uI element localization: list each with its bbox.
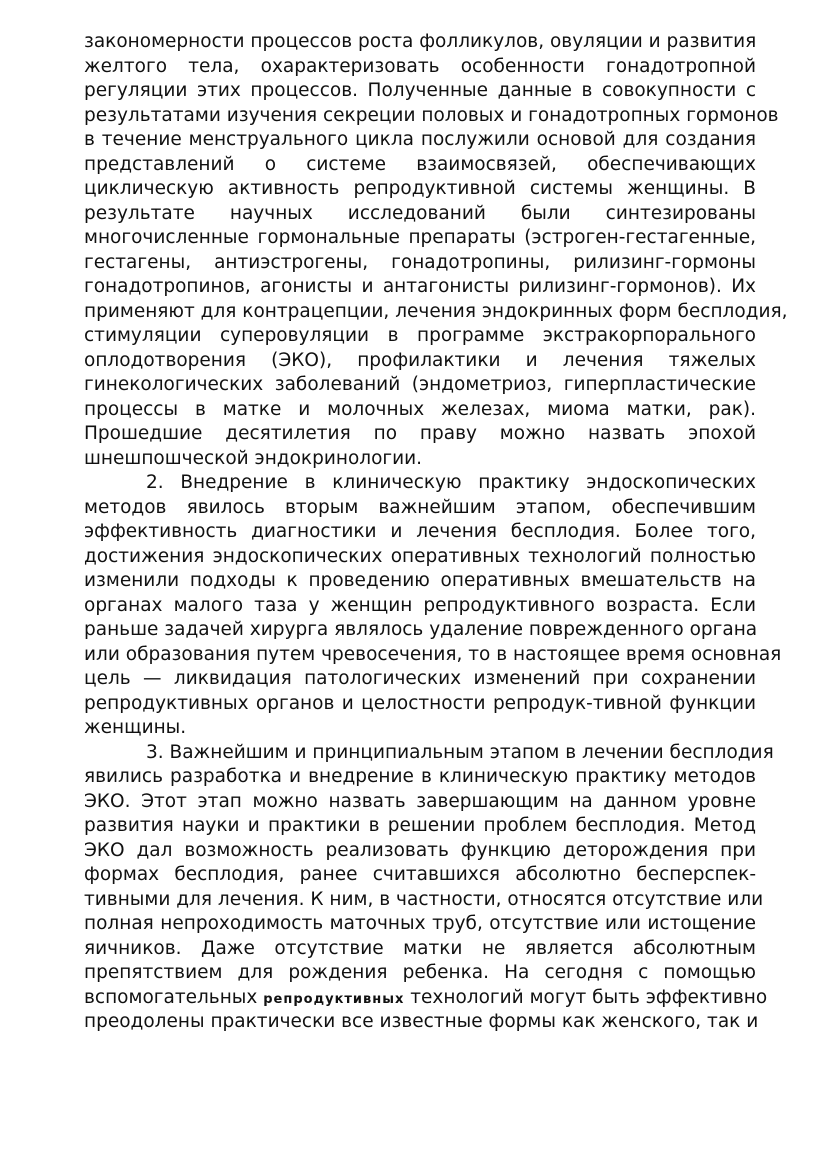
text-line: преодолены практически все известные формы как женского, так и bbox=[84, 1011, 759, 1032]
text-line: представлений о системе взаимосвязей, обеспечивающих bbox=[84, 153, 756, 175]
text-line: многочисленные гормональные препараты (эстроген-гестагенные, bbox=[84, 227, 756, 248]
text-line: развития науки и практики в решении проблем бесплодия. Метод bbox=[84, 815, 756, 836]
text-line: или образования путем чревосечения, то в настоящее время основная bbox=[84, 643, 782, 665]
text-line: эффективность диагностики и лечения бесплодия. Более того, bbox=[84, 521, 756, 542]
text-line: ЭКО дал возможность реализовать функцию деторождения при bbox=[84, 839, 756, 861]
text-line: стимуляции суперовуляции в программе экстракорпорального bbox=[84, 325, 756, 346]
text-line: циклическую активность репродуктивной системы женщины. В bbox=[84, 178, 756, 199]
text-line: полная непроходимость маточных труб, отсутствие или истощение bbox=[84, 913, 756, 934]
text-line: изменили подходы к проведению оперативных вмешательств на bbox=[84, 570, 756, 591]
text-line: результате научных исследований были синтезированы bbox=[84, 202, 756, 224]
text-line: гестагены, антиэстрогены, гонадотропины, рилизинг-гормоны bbox=[84, 251, 756, 273]
text-line: явились разработка и внедрение в клиническую практику методов bbox=[84, 766, 756, 787]
paragraph-2-first-line: 2. Внедрение в клиническую практику эндоскопических bbox=[146, 472, 756, 493]
text-line: цель — ликвидация патологических изменений при сохранении bbox=[84, 668, 756, 689]
line-part-after: технологий могут быть эффективно bbox=[404, 986, 768, 1008]
line-part-before: вспомогательных bbox=[84, 986, 264, 1008]
text-line bbox=[84, 986, 768, 1011]
text-line: гонадотропинов, агонисты и антагонисты рилизинг-гормонов). Их bbox=[84, 276, 756, 297]
text-line: раньше задачей хирурга являлось удаление поврежденного органа bbox=[84, 619, 758, 640]
emphasized-word: репродуктивных bbox=[263, 991, 405, 1007]
text-line: применяют для контрацепции, лечения эндокринных форм бесплодия, bbox=[84, 300, 788, 322]
paragraph-end-line: женщины. bbox=[84, 717, 187, 738]
text-line: регуляции этих процессов. Полученные данные в совокупности с bbox=[84, 80, 756, 101]
text-line: закономерности процессов роста фолликулов, овуляции и развития bbox=[84, 31, 757, 52]
document-text bbox=[84, 30, 788, 1035]
text-line: репродуктивных органов и целостности репродук-тивной функции bbox=[84, 692, 756, 714]
text-line: препятствием для рождения ребенка. На сегодня с помощью bbox=[84, 962, 756, 983]
text-line: формах бесплодия, ранее считавшихся абсолютно бесперспек- bbox=[84, 864, 756, 885]
paragraph-3-first-line: 3. Важнейшим и принципиальным этапом в лечении бесплодия bbox=[146, 741, 774, 763]
text-line: яичников. Даже отсутствие матки не является абсолютным bbox=[84, 937, 756, 959]
text-line: результатами изучения секреции половых и гонадотропных гормонов bbox=[84, 104, 779, 126]
paragraph-end-line: шнешпошческой эндокринологии. bbox=[84, 447, 423, 469]
text-line: Прошедшие десятилетия по праву можно назвать эпохой bbox=[84, 423, 756, 444]
text-line: достижения эндоскопических оперативных технологий полностью bbox=[84, 545, 756, 567]
text-line: желтого тела, охарактеризовать особенности гонадотропной bbox=[84, 55, 756, 77]
text-line: органах малого таза у женщин репродуктивного возраста. Если bbox=[84, 594, 756, 616]
text-line: оплодотворения (ЭКО), профилактики и лечения тяжелых bbox=[84, 349, 756, 371]
text-line: в течение менструального цикла послужили основой для создания bbox=[84, 129, 756, 150]
text-line: методов явилось вторым важнейшим этапом, обеспечившим bbox=[84, 496, 756, 518]
text-line: гинекологических заболеваний (эндометриоз, гиперпластические bbox=[84, 374, 756, 395]
text-line: ЭКО. Этот этап можно назвать завершающим на данном уровне bbox=[84, 790, 756, 812]
text-line: процессы в матке и молочных железах, миома матки, рак). bbox=[84, 398, 756, 420]
text-line: тивными для лечения. К ним, в частности, относятся отсутствие или bbox=[84, 888, 764, 910]
